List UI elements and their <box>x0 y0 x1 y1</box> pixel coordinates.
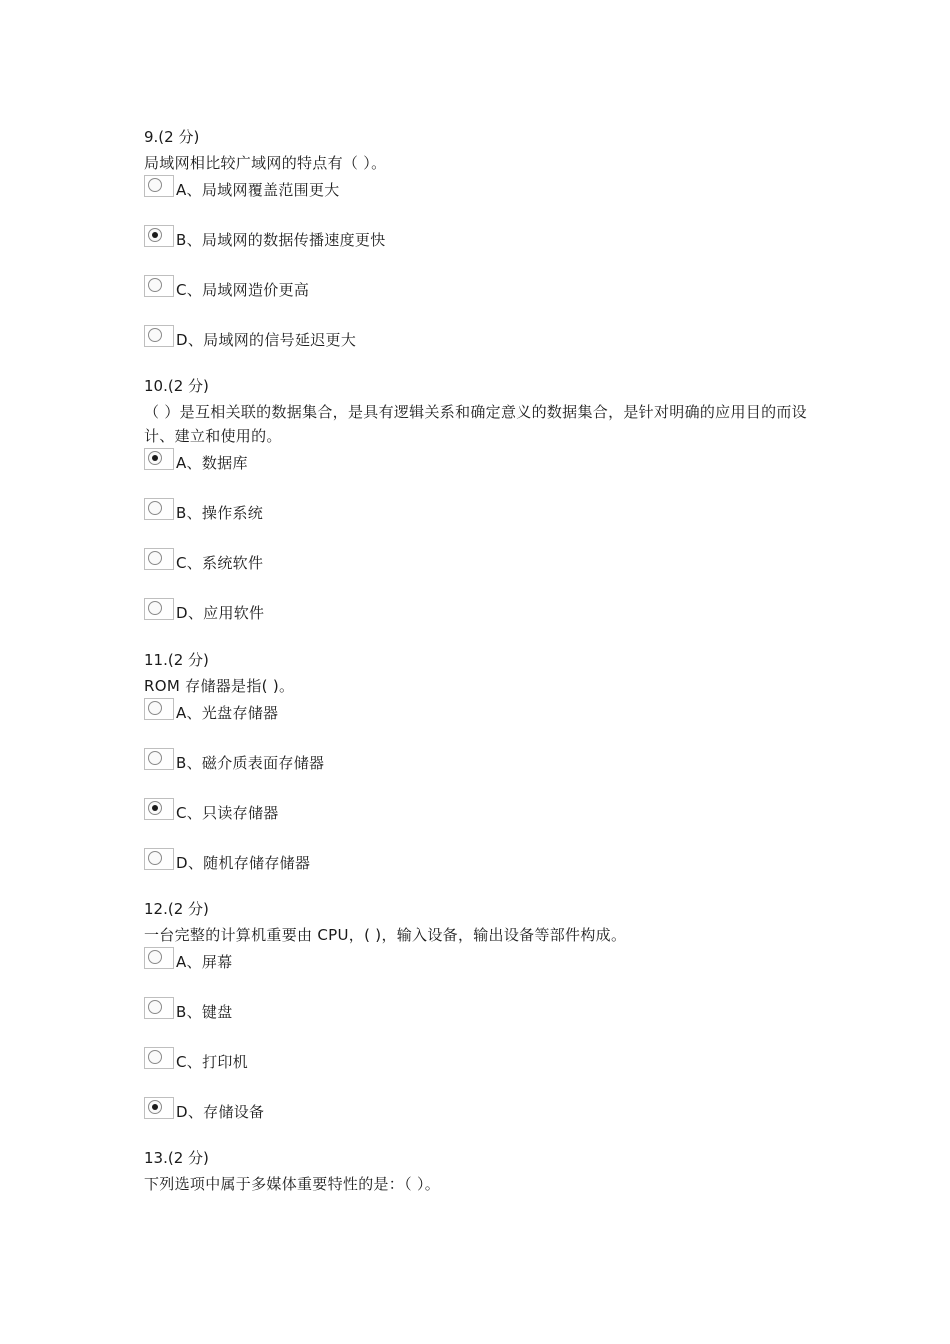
radio-unchecked-icon[interactable] <box>144 498 174 520</box>
radio-unchecked-icon[interactable] <box>144 175 174 197</box>
question-13 <box>144 1148 824 1196</box>
option-label: C、局域网造价更高 <box>176 281 310 299</box>
option-label: B、键盘 <box>176 1003 233 1021</box>
radio-unchecked-icon[interactable] <box>144 325 174 347</box>
option-label: B、局域网的数据传播速度更快 <box>176 231 386 249</box>
radio-unchecked-icon[interactable] <box>144 548 174 570</box>
question-12 <box>144 899 824 1147</box>
option-label: C、系统软件 <box>176 554 264 572</box>
question-number: 10.(2 分) <box>144 377 209 395</box>
question-number: 12.(2 分) <box>144 900 209 918</box>
option-label: D、局域网的信号延迟更大 <box>176 331 357 349</box>
option-d[interactable] <box>144 1097 824 1147</box>
option-label: C、打印机 <box>176 1053 248 1071</box>
option-a[interactable] <box>144 947 824 997</box>
question-10 <box>144 376 824 648</box>
option-b[interactable] <box>144 748 824 798</box>
radio-unchecked-icon[interactable] <box>144 947 174 969</box>
option-a[interactable] <box>144 175 824 225</box>
radio-checked-icon[interactable] <box>144 1097 174 1119</box>
question-text: 一台完整的计算机重要由 CPU，( )，输入设备，输出设备等部件构成。 <box>144 926 627 944</box>
option-a[interactable] <box>144 448 824 498</box>
option-label: A、屏幕 <box>176 953 233 971</box>
option-d[interactable] <box>144 325 824 375</box>
option-d[interactable] <box>144 598 824 648</box>
question-text: ROM 存储器是指( )。 <box>144 677 295 695</box>
question-number: 11.(2 分) <box>144 651 209 669</box>
question-text: （ ）是互相关联的数据集合，是具有逻辑关系和确定意义的数据集合，是针对明确的应用目的而设计、建立和使用的。 <box>144 403 807 445</box>
option-label: B、磁介质表面存储器 <box>176 754 325 772</box>
radio-unchecked-icon[interactable] <box>144 997 174 1019</box>
radio-unchecked-icon[interactable] <box>144 1047 174 1069</box>
question-number: 9.(2 分) <box>144 128 200 146</box>
radio-checked-icon[interactable] <box>144 225 174 247</box>
radio-unchecked-icon[interactable] <box>144 698 174 720</box>
question-text: 局域网相比较广域网的特点有（ ）。 <box>144 154 387 172</box>
option-label: C、只读存储器 <box>176 804 279 822</box>
option-label: D、存储设备 <box>176 1103 265 1121</box>
radio-unchecked-icon[interactable] <box>144 598 174 620</box>
option-c[interactable] <box>144 548 824 598</box>
option-a[interactable] <box>144 698 824 748</box>
radio-checked-icon[interactable] <box>144 448 174 470</box>
option-b[interactable] <box>144 997 824 1047</box>
radio-unchecked-icon[interactable] <box>144 748 174 770</box>
option-label: A、光盘存储器 <box>176 704 279 722</box>
radio-unchecked-icon[interactable] <box>144 848 174 870</box>
option-c[interactable] <box>144 275 824 325</box>
option-label: B、操作系统 <box>176 504 264 522</box>
question-number: 13.(2 分) <box>144 1149 209 1167</box>
radio-unchecked-icon[interactable] <box>144 275 174 297</box>
question-text: 下列选项中属于多媒体重要特性的是：（ ）。 <box>144 1175 441 1193</box>
option-b[interactable] <box>144 225 824 275</box>
question-11 <box>144 650 824 898</box>
option-c[interactable] <box>144 1047 824 1097</box>
option-label: A、局域网覆盖范围更大 <box>176 181 340 199</box>
radio-checked-icon[interactable] <box>144 798 174 820</box>
option-label: D、随机存储存储器 <box>176 854 311 872</box>
option-c[interactable] <box>144 798 824 848</box>
option-label: D、应用软件 <box>176 604 265 622</box>
option-label: A、数据库 <box>176 454 248 472</box>
option-d[interactable] <box>144 848 824 898</box>
option-b[interactable] <box>144 498 824 548</box>
question-9 <box>144 127 824 375</box>
